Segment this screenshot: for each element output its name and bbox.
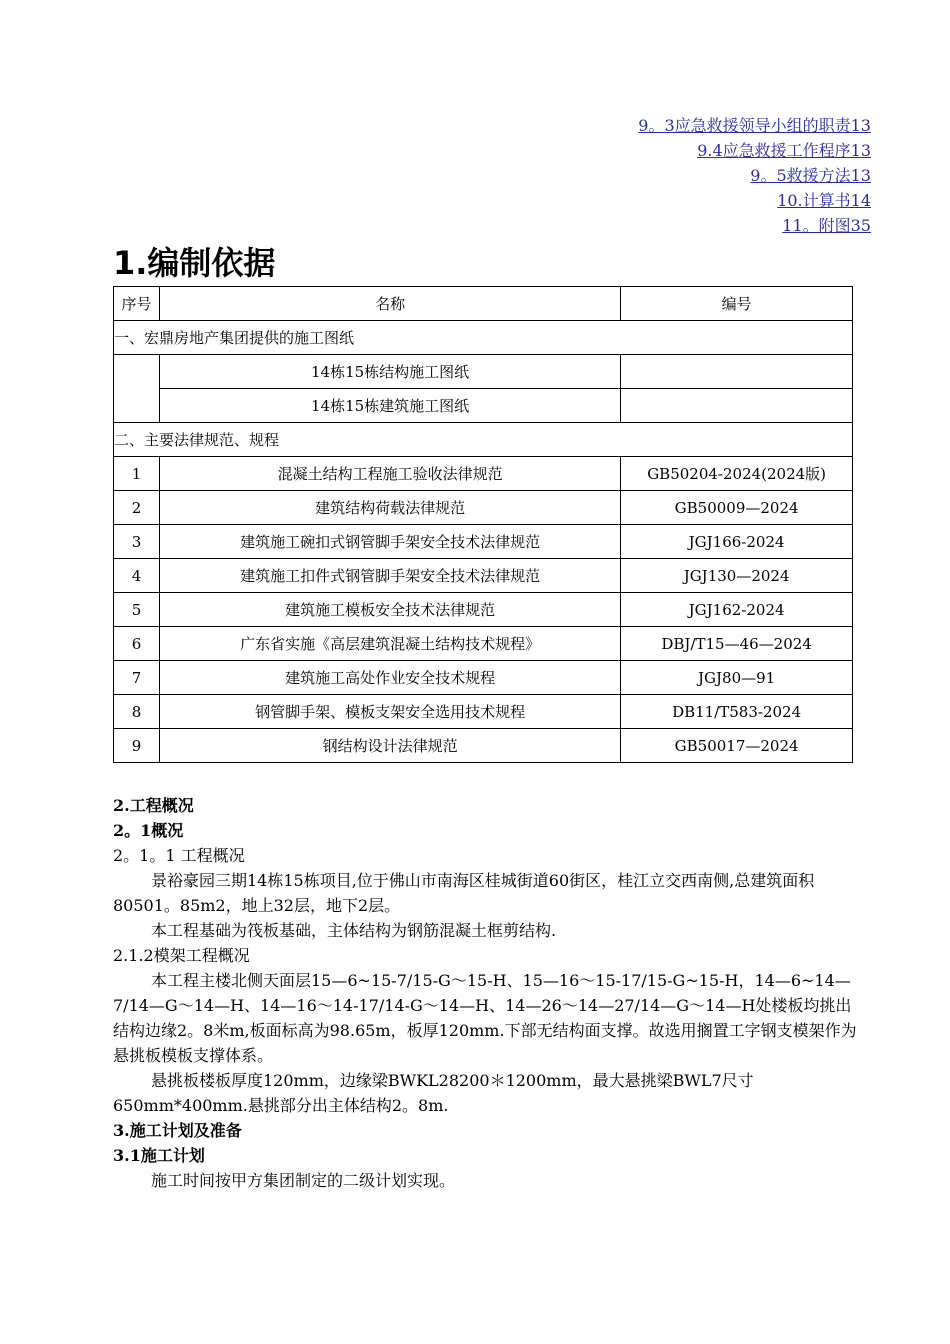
code-cell: GB50204-2024(2024版) <box>621 457 853 491</box>
name-cell: 14栋15栋结构施工图纸 <box>159 355 620 389</box>
code-cell: DB11/T583-2024 <box>621 695 853 729</box>
paragraph: 本工程基础为筏板基础，主体结构为钢筋混凝土框剪结构. <box>151 921 557 940</box>
table-row <box>114 729 853 763</box>
table-section-row <box>114 423 853 457</box>
toc-link[interactable]: 9。5救援方法13 <box>750 166 871 185</box>
table-row <box>114 559 853 593</box>
body-text <box>113 793 863 1193</box>
table-row <box>114 593 853 627</box>
paragraph: 悬挑板楼板厚度120mm，边缘梁BWKL28200＊1200mm，最大悬挑梁BWL7尺寸650mm*400mm.悬挑部分出主体结构2。8m. <box>113 1071 754 1115</box>
section-title: 1.编制依据 <box>113 244 276 282</box>
heading-2: 2.工程概况 <box>113 796 194 815</box>
table-row <box>114 661 853 695</box>
heading-2-1-1: 2。1。1 工程概况 <box>113 846 245 865</box>
name-cell: 建筑施工高处作业安全技术规程 <box>159 661 620 695</box>
table-header-row <box>114 287 853 321</box>
no-cell: 4 <box>114 559 160 593</box>
toc-link[interactable]: 11。附图35 <box>782 216 871 235</box>
toc-link[interactable]: 10.计算书14 <box>777 191 871 210</box>
table-row <box>114 389 853 423</box>
no-cell: 7 <box>114 661 160 695</box>
paragraph: 本工程主楼北侧天面层15—6~15-7/15-G～15-H、15—16～15-17/15-G~15-H，14—6~14—7/14—G～14—H、14—16～14-17/14-G～14—H、14—26～14—27/14—G～14—H处楼板均挑出结构边缘2。8米m,板面标高为98.65m，板厚120mm.下部无结构面支撑。故选用搁置工字钢支模架作为悬挑板模板支撑体系。 <box>113 971 857 1065</box>
code-cell <box>621 355 853 389</box>
heading-2-1: 2。1概况 <box>113 821 184 840</box>
code-cell: JGJ166-2024 <box>621 525 853 559</box>
code-cell: JGJ162-2024 <box>621 593 853 627</box>
name-cell: 建筑结构荷载法律规范 <box>159 491 620 525</box>
paragraph: 施工时间按甲方集团制定的二级计划实现。 <box>151 1171 456 1190</box>
no-cell: 8 <box>114 695 160 729</box>
heading-3: 3.施工计划及准备 <box>113 1121 242 1140</box>
section-heading: 一、宏鼎房地产集团提供的施工图纸 <box>114 321 853 355</box>
code-cell: GB50017—2024 <box>621 729 853 763</box>
no-cell: 9 <box>114 729 160 763</box>
code-cell <box>621 389 853 423</box>
name-cell: 钢管脚手架、模板支架安全选用技术规程 <box>159 695 620 729</box>
header-cell: 名称 <box>159 287 620 321</box>
table-section-row <box>114 321 853 355</box>
code-cell: JGJ130—2024 <box>621 559 853 593</box>
name-cell: 14栋15栋建筑施工图纸 <box>159 389 620 423</box>
no-cell: 2 <box>114 491 160 525</box>
name-cell: 建筑施工模板安全技术法律规范 <box>159 593 620 627</box>
table-row <box>114 627 853 661</box>
no-cell: 6 <box>114 627 160 661</box>
no-cell: 5 <box>114 593 160 627</box>
empty-cell <box>114 355 160 423</box>
name-cell: 广东省实施《高层建筑混凝土结构技术规程》 <box>159 627 620 661</box>
code-cell: DBJ/T15—46—2024 <box>621 627 853 661</box>
no-cell: 1 <box>114 457 160 491</box>
header-cell: 编号 <box>621 287 853 321</box>
table-row <box>114 695 853 729</box>
heading-2-1-2: 2.1.2模架工程概况 <box>113 946 250 965</box>
table-row <box>114 355 853 389</box>
table-row <box>114 491 853 525</box>
toc-link[interactable]: 9。3应急救援领导小组的职责13 <box>638 116 871 135</box>
no-cell: 3 <box>114 525 160 559</box>
name-cell: 混凝土结构工程施工验收法律规范 <box>159 457 620 491</box>
section-heading: 二、主要法律规范、规程 <box>114 423 853 457</box>
toc-link[interactable]: 9.4应急救援工作程序13 <box>697 141 871 160</box>
name-cell: 钢结构设计法律规范 <box>159 729 620 763</box>
code-cell: GB50009—2024 <box>621 491 853 525</box>
paragraph: 景裕豪园三期14栋15栋项目,位于佛山市南海区桂城街道60街区，桂江立交西南侧,总建筑面积80501。85m2，地上32层，地下2层。 <box>113 871 815 915</box>
header-cell: 序号 <box>114 287 160 321</box>
table-row <box>114 525 853 559</box>
heading-3-1: 3.1施工计划 <box>113 1146 205 1165</box>
name-cell: 建筑施工扣件式钢管脚手架安全技术法律规范 <box>159 559 620 593</box>
code-cell: JGJ80—91 <box>621 661 853 695</box>
table-row <box>114 457 853 491</box>
name-cell: 建筑施工碗扣式钢管脚手架安全技术法律规范 <box>159 525 620 559</box>
table-of-contents <box>638 113 871 238</box>
basis-table <box>113 286 853 763</box>
